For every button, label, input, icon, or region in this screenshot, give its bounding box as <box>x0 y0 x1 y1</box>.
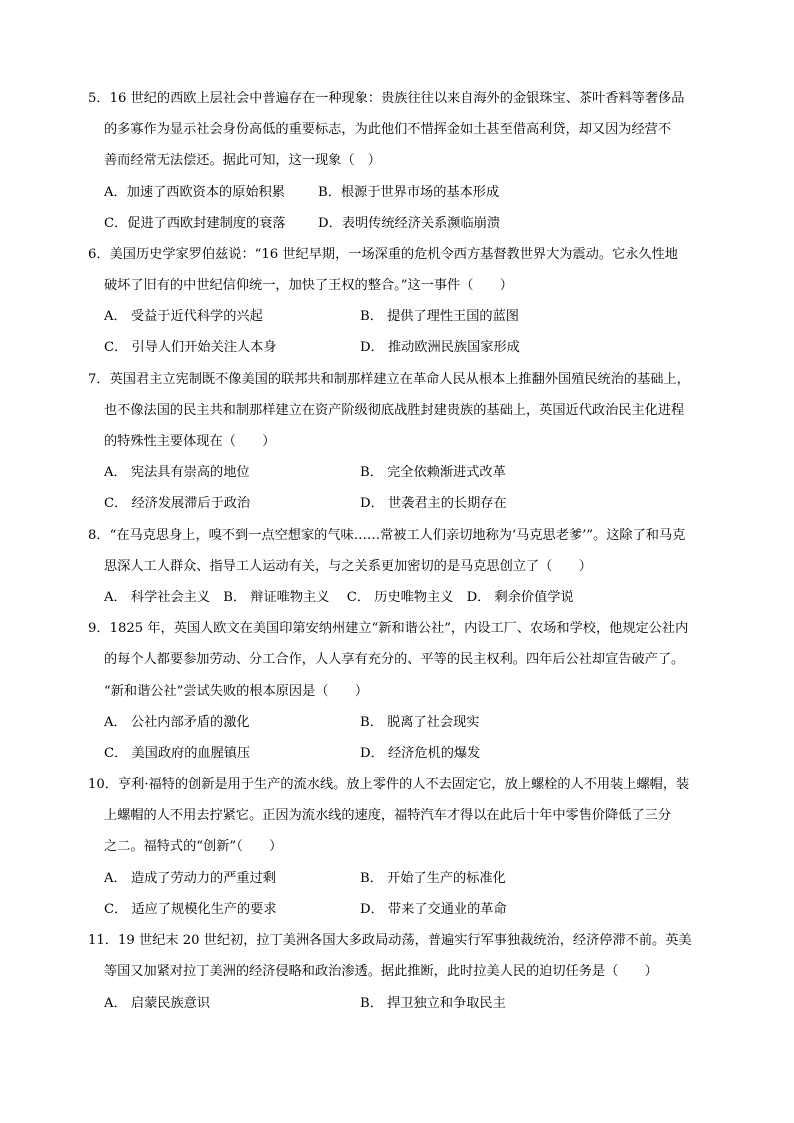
question-5-option-d: D．表明传统经济关系濒临崩溃 <box>318 216 501 231</box>
question-5-line-2: 的多寡作为显示社会身份高低的重要标志，为此他们不惜挥金如土甚至借高利贷，却又因为经营不 <box>104 122 672 137</box>
question-9-option-a: A． 公社内部矛盾的激化 <box>104 715 250 730</box>
question-10-option-c: C． 适应了规模化生产的要求 <box>104 902 277 917</box>
question-7-line-3: 的特殊性主要体现在（ ） <box>104 434 276 449</box>
question-7-line-1: 7．英国君主立宪制既不像美国的联邦共和制那样建立在革命人民从根本上推翻外国殖民统治的基础上， <box>88 372 690 387</box>
question-11-line-1: 11．19 世纪末 20 世纪初，拉丁美洲各国大多政局动荡，普遍实行军事独裁统治，经济停滞不前。英美 <box>88 933 692 948</box>
question-5-line-1: 5．16 世纪的西欧上层社会中普遍存在一种现象：贵族往往以来自海外的金银珠宝、茶叶香料等奢侈品 <box>88 91 685 106</box>
question-10-option-d: D． 带来了交通业的革命 <box>360 902 507 917</box>
question-10-line-3: 之二。福特式的“创新”（ ） <box>104 839 283 854</box>
question-8-line-2: 思深人工人群众、指导工人运动有关，与之关系更加密切的是马克思创立了（ ） <box>104 559 592 574</box>
question-7-option-a: A． 宪法具有崇高的地位 <box>104 465 250 480</box>
question-6-option-d: D． 推动欧洲民族国家形成 <box>360 340 520 355</box>
question-9-option-d: D． 经济危机的爆发 <box>360 746 481 761</box>
question-6-option-b: B． 提供了理性王国的蓝图 <box>360 309 519 324</box>
question-7-option-d: D． 世袭君主的长期存在 <box>360 496 507 511</box>
question-9-option-c: C． 美国政府的血腥镇压 <box>104 746 251 761</box>
question-7-option-b: B． 完全依赖渐进式改革 <box>360 465 506 480</box>
question-6-line-1: 6．美国历史学家罗伯兹说：“16 世纪早期，一场深重的危机令西方基督教世界大为震动。它永久性地 <box>88 247 678 262</box>
question-10-line-2: 上螺帽的人不用去拧紧它。正因为流水线的速度，福特汽车才得以在此后十年中零售价降低了三分 <box>104 808 672 823</box>
question-5-option-b: B．根源于世界市场的基本形成 <box>318 185 500 200</box>
question-10-line-1: 10．亨利·福特的创新是用于生产的流水线。放上零件的人不去固定它，放上螺栓的人不用装上螺帽，装 <box>88 777 690 792</box>
question-11-line-2: 等国又加紧对拉丁美洲的经济侵略和政治渗透。据此推断，此时拉美人民的迫切任务是（ ） <box>104 964 658 979</box>
question-6-option-c: C． 引导人们开始关注人本身 <box>104 340 277 355</box>
question-10-option-a: A． 造成了劳动力的严重过剩 <box>104 871 276 886</box>
question-9-line-3: “新和谐公社”尝试失败的根本原因是（ ） <box>104 684 369 699</box>
question-5-option-a: A．加速了西欧资本的原始积累 <box>104 185 285 200</box>
question-9-line-1: 9．1825 年，英国人欧文在美国印第安纳州建立“新和谐公社”，内设工厂、农场和学校，他规定公社内 <box>88 621 689 636</box>
question-7-line-2: 也不像法国的民主共和制那样建立在资产阶级彻底战胜封建贵族的基础上，英国近代政治民主化进程 <box>104 403 685 418</box>
question-6-line-2: 破坏了旧有的中世纪信仰统一，加快了王权的整合。”这一事件（ ） <box>104 278 513 293</box>
question-7-option-c: C． 经济发展滞后于政治 <box>104 496 251 511</box>
question-9-option-b: B． 脱离了社会现实 <box>360 715 480 730</box>
question-10-option-b: B． 开始了生产的标准化 <box>360 871 506 886</box>
question-6-option-a: A． 受益于近代科学的兴起 <box>104 309 263 324</box>
question-11-option-a: A． 启蒙民族意识 <box>104 996 211 1011</box>
question-9-line-2: 的每个人都要参加劳动、分工合作，人人享有充分的、平等的民主权利。四年后公社却宣告破产了。 <box>104 652 685 667</box>
question-5-line-3: 善而经常无法偿还。据此可知，这一现象（ ） <box>104 153 381 168</box>
question-5-option-c: C．促进了西欧封建制度的衰落 <box>104 216 286 231</box>
question-8-line-1: 8．“在马克思身上，嗅不到一点空想家的气味……常被工人们亲切地称为‘马克思老爹’”。这除了和马克 <box>88 528 686 543</box>
question-8-options: A． 科学社会主义 B． 辩证唯物主义 C． 历史唯物主义 D． 剩余价值学说 <box>104 590 574 605</box>
question-11-option-b: B． 捍卫独立和争取民主 <box>360 996 506 1011</box>
